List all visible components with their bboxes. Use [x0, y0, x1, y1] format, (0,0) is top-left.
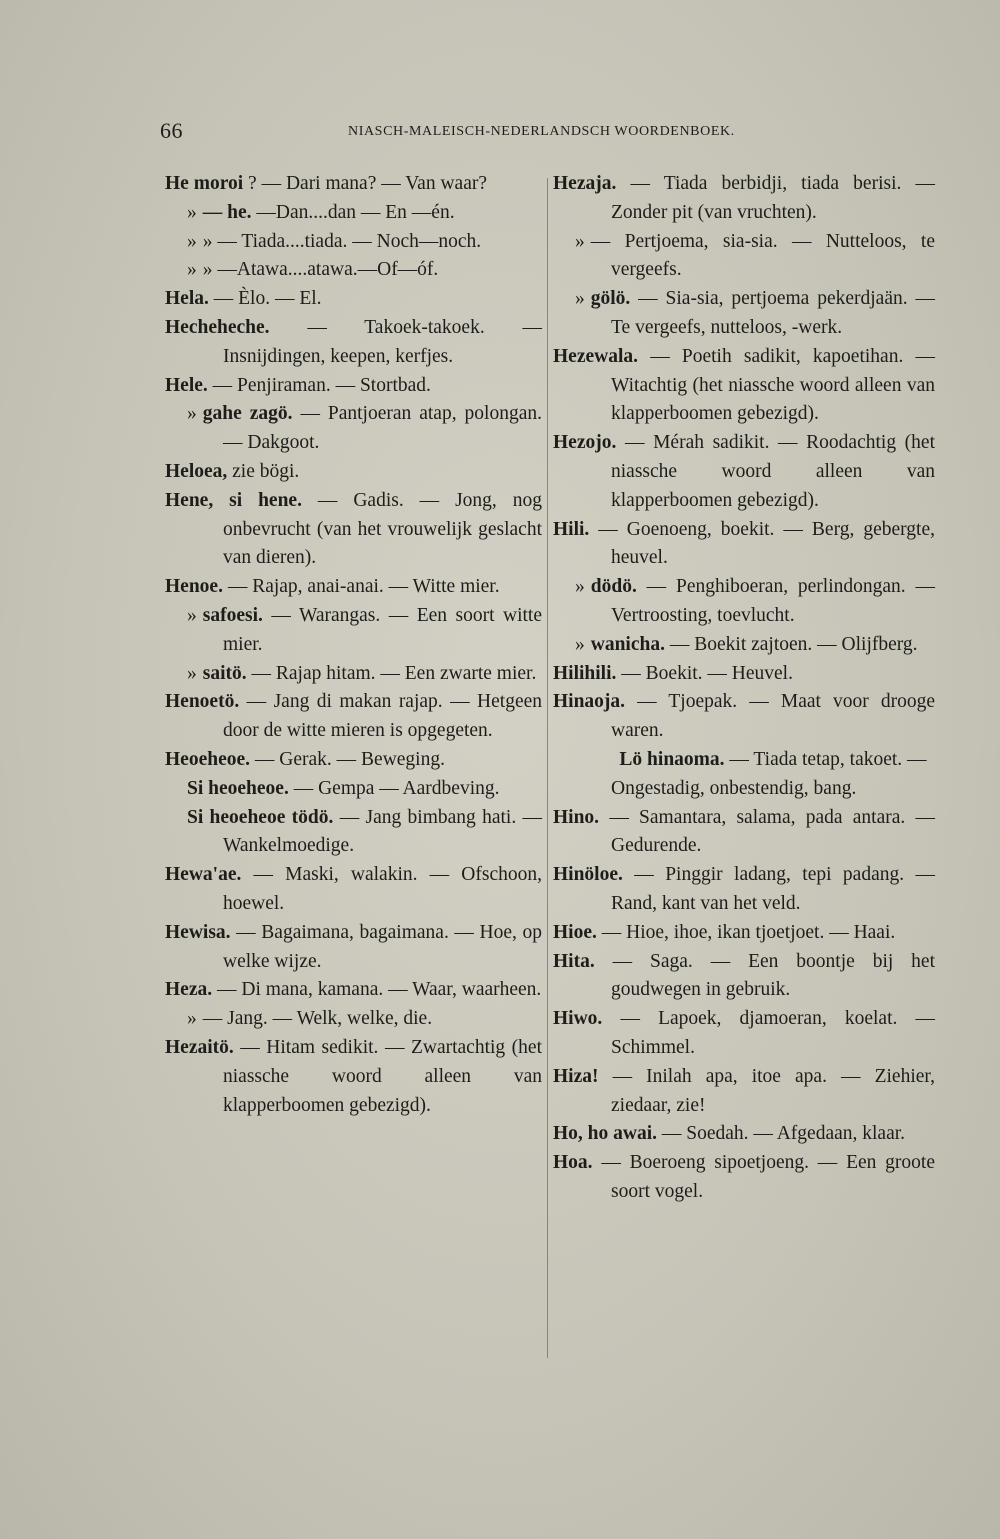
- entry-headword: Hezewala.: [553, 345, 639, 367]
- entry-definition: » — Tiada....tiada. — Noch—noch.: [202, 230, 482, 252]
- entry-headword: He moroi: [165, 173, 244, 194]
- entry-definition: — Di mana, kamana. — Waar, waarheen.: [216, 979, 542, 1001]
- page-header: [160, 118, 780, 148]
- entry-definition: — Jang. — Welk, welke, die.: [202, 1008, 433, 1030]
- entry-headword: Hewa'ae.: [165, 864, 242, 886]
- entry-definition: — Penghiboeran, perlindongan. — Vertroosting, toevlucht.: [611, 576, 935, 626]
- running-title: NIASCH-MALEISCH-NEDERLANDSCH WOORDENBOEK.: [348, 124, 735, 139]
- ditto-mark: »: [575, 633, 585, 655]
- ditto-mark: »: [187, 403, 197, 425]
- entry-headword: Henoe.: [165, 576, 223, 598]
- right-column: [553, 170, 935, 1207]
- dictionary-entry: [553, 660, 935, 689]
- entry-headword: gahe zagö.: [202, 403, 293, 425]
- ditto-mark: »: [187, 259, 197, 281]
- entry-headword: Hewisa.: [165, 921, 231, 943]
- entry-headword: Hino.: [553, 806, 600, 828]
- dictionary-entry: [165, 1005, 542, 1034]
- entry-headword: Hezojo.: [553, 432, 617, 454]
- dictionary-entry: [165, 314, 542, 372]
- entry-headword: Heza.: [165, 979, 213, 1001]
- entry-headword: gölö.: [590, 288, 631, 310]
- entry-headword: Hecheheche.: [165, 316, 270, 338]
- entry-definition: — Mérah sadikit. — Roodachtig (het niassche woord alleen van klapperboomen gebezigd).: [611, 432, 935, 511]
- entry-definition: — Gerak. — Beweging.: [254, 748, 445, 770]
- entry-definition: — Penjiraman. — Stortbad.: [212, 374, 431, 396]
- entry-definition: — Saga. — Een boontje bij het goudwegen in gebruik.: [611, 950, 936, 1001]
- entry-definition: — Rajap hitam. — Een zwarte mier.: [251, 662, 537, 684]
- entry-headword: Hioe.: [553, 921, 597, 943]
- entry-headword: Hele.: [165, 374, 208, 396]
- entry-definition: — Gempa — Aardbeving.: [293, 777, 500, 799]
- entry-definition: — Goenoeng, boekit. — Berg, gebergte, heuvel.: [598, 518, 935, 569]
- entry-definition: — Samantara, salama, pada antara. — Gedurende.: [609, 806, 936, 857]
- entry-headword: Si heoeheoe tödö.: [187, 806, 334, 828]
- dictionary-entry: [165, 372, 542, 401]
- entry-definition: — Soedah. — Afgedaan, klaar.: [661, 1123, 906, 1145]
- dictionary-entry: [553, 746, 935, 804]
- dictionary-entry: [165, 458, 542, 487]
- entry-headword: Lö hinaoma.: [619, 748, 725, 770]
- dictionary-entry: [165, 1034, 542, 1120]
- entry-definition: zie bögi.: [232, 460, 300, 482]
- entry-definition: —Dan....dan — En —én.: [256, 201, 455, 223]
- ditto-mark: »: [575, 288, 585, 310]
- dictionary-entry: [553, 1120, 935, 1149]
- dictionary-entry: [165, 861, 542, 919]
- entry-headword: Hiza!: [553, 1065, 599, 1087]
- entry-definition: — Lapoek, djamoeran, koelat. — Schimmel.: [611, 1008, 935, 1058]
- entry-headword: Hili.: [553, 518, 590, 540]
- entry-definition: — Pertjoema, sia-sia. — Nutteloos, te vergeefs.: [590, 230, 935, 281]
- entry-headword: Hela.: [165, 288, 209, 310]
- entry-headword: Henoetö.: [165, 691, 240, 713]
- dictionary-entry: [165, 660, 542, 689]
- entry-definition: — Bagaimana, bagaimana. — Hoe, op welke wijze.: [223, 921, 543, 972]
- entry-definition: — Tiada tetap, takoet. — Ongestadig, onbestendig, bang.: [611, 748, 927, 799]
- dictionary-entry: [165, 919, 542, 977]
- dictionary-entry: [165, 170, 542, 199]
- entry-definition: — Hioe, ihoe, ikan tjoetjoet. — Haai.: [601, 921, 896, 943]
- entry-headword: Hezaitö.: [165, 1036, 234, 1058]
- dictionary-entry: [165, 688, 542, 746]
- entry-definition: — Jang di makan rajap. — Hetgeen door de witte mieren is opgegeten.: [223, 691, 543, 742]
- entry-headword: Ho, ho awai.: [553, 1123, 658, 1145]
- dictionary-entry: [165, 487, 542, 573]
- dictionary-entry: [553, 948, 935, 1006]
- dictionary-entry: [553, 1149, 935, 1207]
- ditto-mark: »: [187, 201, 197, 223]
- entry-definition: — Pinggir ladang, tepi padang. — Rand, kant van het veld.: [611, 864, 936, 914]
- entry-definition: — Èlo. — El.: [213, 288, 322, 310]
- dictionary-entry: [553, 170, 935, 228]
- dictionary-entry: [553, 804, 935, 862]
- ditto-mark: »: [575, 576, 585, 598]
- dictionary-entry: [553, 861, 935, 919]
- dictionary-entry: [553, 285, 935, 343]
- dictionary-entry: [165, 400, 542, 458]
- entry-headword: saitö.: [202, 662, 247, 684]
- entry-definition: — Boekit. — Heuvel.: [621, 662, 793, 684]
- dictionary-entry: [165, 285, 542, 314]
- ditto-mark: »: [187, 662, 197, 684]
- entry-headword: Hezaja.: [553, 173, 617, 194]
- entry-definition: ? — Dari mana? — Van waar?: [248, 173, 487, 194]
- dictionary-entry: [553, 429, 935, 515]
- entry-definition: — Jang bimbang hati. — Wankelmoedige.: [223, 806, 542, 857]
- dictionary-entry: [553, 516, 935, 574]
- entry-definition: — Rajap, anai-anai. — Witte mier.: [227, 576, 500, 598]
- entry-headword: Hene, si hene.: [165, 489, 302, 511]
- entry-headword: Hinöloe.: [553, 864, 623, 886]
- dictionary-entry: [553, 631, 935, 660]
- ditto-mark: »: [575, 230, 585, 252]
- left-column: [165, 170, 542, 1120]
- entry-definition: — Tjoepak. — Maat voor drooge waren.: [611, 691, 935, 742]
- entry-definition: — Inilah apa, itoe apa. — Ziehier, ziedaar, zie!: [611, 1065, 935, 1116]
- entry-definition: — Sia-sia, pertjoema pekerdjaän. — Te vergeefs, nutteloos, -werk.: [611, 288, 935, 338]
- ditto-mark: »: [187, 604, 197, 626]
- entry-headword: Hinaoja.: [553, 691, 626, 713]
- entry-definition: — Boekit zajtoen. — Olijfberg.: [669, 633, 918, 655]
- ditto-mark: »: [187, 230, 197, 252]
- dictionary-entry: [553, 573, 935, 631]
- dictionary-entry: [165, 199, 542, 228]
- entry-headword: Si heoeheoe.: [187, 777, 289, 799]
- entry-headword: Heoeheoe.: [165, 748, 251, 770]
- entry-headword: Hoa.: [553, 1152, 593, 1174]
- entry-definition: — Tiada berbidji, tiada berisi. — Zonder pit (van vruchten).: [611, 173, 935, 223]
- dictionary-entry: [553, 919, 935, 948]
- dictionary-entry: [553, 1063, 935, 1121]
- entry-headword: Hiwo.: [553, 1008, 603, 1030]
- dictionary-entry: [165, 746, 542, 775]
- entry-headword: Heloea,: [165, 460, 228, 482]
- dictionary-entry: [165, 256, 542, 285]
- entry-definition: — Poetih sadikit, kapoetihan. — Witachtig (het niassche woord alleen van klapperboomen gebezigd).: [611, 345, 935, 425]
- dictionary-entry: [165, 602, 542, 660]
- dictionary-entry: [553, 688, 935, 746]
- entry-definition: — Gadis. — Jong, nog onbevrucht (van het vrouwelijk geslacht van dieren).: [223, 489, 542, 569]
- entry-headword: dödö.: [590, 576, 637, 598]
- entry-headword: Hilihili.: [553, 662, 617, 684]
- column-divider: [547, 178, 548, 1358]
- entry-definition: — Boeroeng sipoetjoeng. — Een groote soort vogel.: [601, 1152, 935, 1202]
- ditto-mark: »: [187, 1008, 197, 1030]
- entry-definition: » —Atawa....atawa.—Of—óf.: [202, 259, 439, 281]
- entry-headword: wanicha.: [590, 633, 665, 655]
- dictionary-entry: [553, 1005, 935, 1063]
- entry-definition: — Hitam sedikit. — Zwartachtig (het niassche woord alleen van klapperboomen gebezigd).: [223, 1036, 542, 1116]
- dictionary-entry: [165, 976, 542, 1005]
- entry-headword: Hita.: [553, 950, 595, 972]
- dictionary-entry: [165, 775, 542, 804]
- entry-definition: — Warangas. — Een soort witte mier.: [223, 604, 542, 655]
- dictionary-entry: [165, 804, 542, 862]
- dictionary-entry: [553, 228, 935, 286]
- entry-headword: — he.: [202, 201, 252, 223]
- entry-headword: safoesi.: [202, 604, 263, 626]
- page-number: 66: [160, 118, 183, 143]
- entry-definition: — Maski, walakin. — Ofschoon, hoewel.: [223, 864, 542, 914]
- dictionary-entry: [165, 228, 542, 257]
- entry-definition: — Pantjoeran atap, polongan. — Dakgoot.: [223, 403, 542, 454]
- dictionary-entry: [165, 573, 542, 602]
- dictionary-entry: [553, 343, 935, 429]
- entry-definition: — Takoek-takoek. — Insnijdingen, keepen, kerfjes.: [223, 316, 542, 367]
